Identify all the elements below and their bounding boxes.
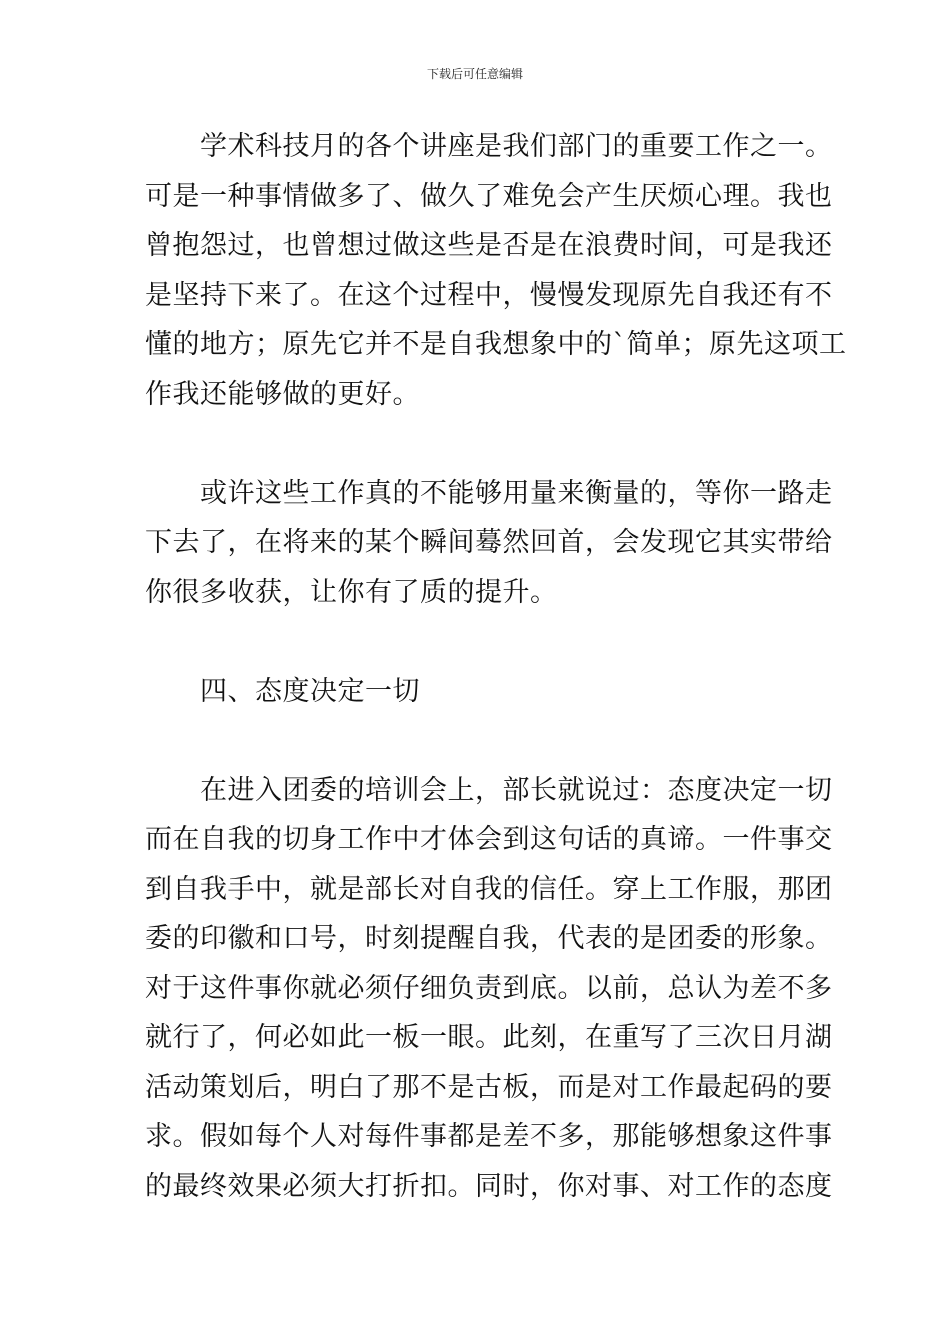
text-line: 或许这些工作真的不能够用量来衡量的，等你一路走: [145, 477, 833, 509]
text-line: 可是一种事情做多了、做久了难免会产生厌烦心理。我也: [145, 180, 833, 212]
text-line: 的最终效果必须大打折扣。同时，你对事、对工作的态度: [145, 1170, 833, 1202]
paragraph-3: [145, 766, 833, 1212]
text-line: 委的印徽和口号，时刻提醒自我，代表的是团委的形象。: [145, 923, 833, 954]
paragraph-spacer: [145, 617, 805, 667]
text-line: 是坚持下来了。在这个过程中，慢慢发现原先自我还有不: [145, 279, 833, 311]
text-line: 就行了，何必如此一板一眼。此刻，在重写了三次日月湖: [145, 1022, 833, 1053]
document-body: [145, 122, 847, 1211]
text-line: 下去了，在将来的某个瞬间蓦然回首，会发现它其实带给: [145, 527, 833, 558]
paragraph-spacer: [145, 419, 805, 469]
text-line: 而在自我的切身工作中才体会到这句话的真谛。一件事交: [145, 824, 833, 855]
paragraph-2: [145, 469, 833, 618]
text-line: 到自我手中，就是部长对自我的信任。穿上工作服，那团: [145, 873, 833, 905]
section-heading: [145, 667, 805, 717]
text-line: 曾抱怨过，也曾想过做这些是否是在浪费时间，可是我还: [145, 230, 833, 261]
text-line: 在进入团委的培训会上，部长就说过：态度决定一切: [145, 774, 833, 806]
heading-line: 四、态度决定一切: [145, 675, 420, 707]
page-header: 下载后可任意编辑: [426, 67, 523, 81]
text-line: 作我还能够做的更好。: [145, 378, 420, 410]
text-line: 懂的地方；原先它并不是自我想象中的`简单；原先这项工: [145, 329, 847, 360]
text-line: 你很多收获，让你有了质的提升。: [145, 576, 558, 608]
text-line: 求。假如每个人对每件事都是差不多，那能够想象这件事: [145, 1121, 833, 1152]
paragraph-spacer: [145, 716, 805, 766]
text-line: 学术科技月的各个讲座是我们部门的重要工作之一。: [145, 131, 833, 162]
text-line: 对于这件事你就必须仔细负责到底。以前，总认为差不多: [145, 972, 833, 1004]
paragraph-1: [145, 122, 847, 419]
text-line: 活动策划后，明白了那不是古板，而是对工作最起码的要: [145, 1071, 833, 1103]
